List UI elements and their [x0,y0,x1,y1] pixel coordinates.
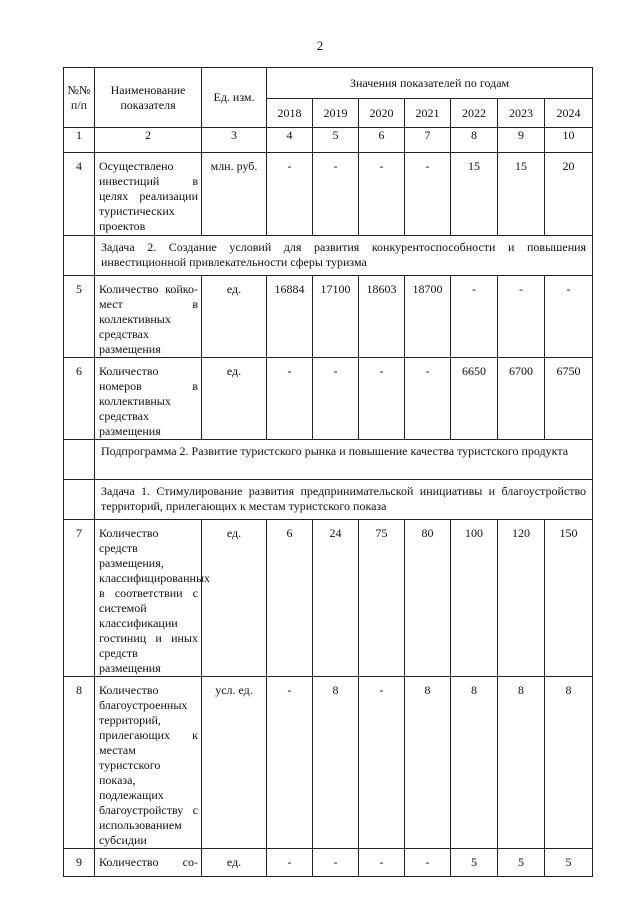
year-header: 2023 [498,99,545,128]
section-row [64,480,593,520]
indicator-name: Количество средств размещения, классифицированных в соответствии с системой классификации гостиниц и иных средств размещения [95,520,202,677]
page-number: 2 [316,38,324,53]
row-number: 4 [64,153,95,236]
value-cell: - [405,849,451,877]
table-row [64,153,593,236]
year-header: 2019 [313,99,359,128]
value-cell: 75 [359,520,405,677]
value-cell: 6700 [498,358,545,440]
header-row [64,68,593,99]
unit-cell: ед. [202,849,267,877]
value-cell: 5 [498,849,545,877]
indicator-name: Количество номеров в коллективных средствах размещения [95,358,202,440]
row-number: 6 [64,358,95,440]
index-cell: 3 [202,128,267,153]
value-cell: - [405,153,451,236]
value-cell: - [313,358,359,440]
value-cell: - [451,276,498,358]
section-heading: Подпрограмма 2. Развитие туристского рынка и повышение качества туристского продукта [95,440,593,480]
unit-cell: ед. [202,276,267,358]
value-cell: 16884 [267,276,313,358]
value-cell: - [405,358,451,440]
value-cell: 8 [545,677,593,849]
index-cell: 10 [545,128,593,153]
value-cell: 15 [451,153,498,236]
value-cell: - [267,153,313,236]
value-cell: - [359,849,405,877]
value-cell: 100 [451,520,498,677]
year-header: 2022 [451,99,498,128]
row-number: 5 [64,276,95,358]
section-row [64,440,593,480]
row-number: 8 [64,677,95,849]
value-cell: - [313,849,359,877]
value-cell: - [267,677,313,849]
index-cell: 8 [451,128,498,153]
col-unit-header: Ед. изм. [202,68,267,128]
value-cell: 15 [498,153,545,236]
value-cell: - [545,276,593,358]
table-row [64,276,593,358]
indicators-table [63,67,593,877]
value-cell: 17100 [313,276,359,358]
value-cell: 8 [313,677,359,849]
index-cell: 2 [95,128,202,153]
index-row [64,128,593,153]
year-header: 2024 [545,99,593,128]
unit-cell: усл. ед. [202,677,267,849]
value-cell: 6750 [545,358,593,440]
value-cell: 120 [498,520,545,677]
value-cell: 24 [313,520,359,677]
index-cell: 1 [64,128,95,153]
value-cell: - [359,677,405,849]
value-cell: - [267,358,313,440]
unit-cell: ед. [202,520,267,677]
value-cell: 80 [405,520,451,677]
row-number: 9 [64,849,95,877]
value-cell: 6 [267,520,313,677]
value-cell: 150 [545,520,593,677]
section-heading: Задача 1. Стимулирование развития предпринимательской инициативы и благоустройство территорий, прилегающих к местам туристского показа [95,480,593,520]
value-cell: - [359,358,405,440]
year-header: 2018 [267,99,313,128]
table-row [64,677,593,849]
value-cell: - [267,849,313,877]
indicator-name: Осуществлено инвестиций в целях реализации туристических проектов [95,153,202,236]
row-number: 7 [64,520,95,677]
unit-cell: млн. руб. [202,153,267,236]
col-num-header: №№ п/п [64,68,95,128]
value-cell: 18603 [359,276,405,358]
value-cell: 5 [451,849,498,877]
index-cell: 7 [405,128,451,153]
value-cell: - [313,153,359,236]
indicator-name: Количество со- [95,849,202,877]
col-name-header: Наименование показателя [95,68,202,128]
index-cell: 6 [359,128,405,153]
section-heading: Задача 2. Создание условий для развития конкурентоспособности и повышения инвестиционной привлекательности сферы туризма [95,236,593,276]
year-header: 2020 [359,99,405,128]
table-row [64,520,593,677]
unit-cell: ед. [202,358,267,440]
section-row [64,236,593,276]
index-cell: 9 [498,128,545,153]
value-cell: 8 [451,677,498,849]
table-row [64,849,593,877]
table-row [64,358,593,440]
value-cell: 18700 [405,276,451,358]
value-cell: 20 [545,153,593,236]
value-cell: - [498,276,545,358]
col-values-header: Значения показателей по годам [267,68,593,99]
value-cell: 8 [405,677,451,849]
value-cell: 6650 [451,358,498,440]
indicator-name: Количество койко-мест в коллективных средствах размещения [95,276,202,358]
value-cell: - [359,153,405,236]
year-header: 2021 [405,99,451,128]
index-cell: 4 [267,128,313,153]
indicator-name: Количество благоустроенных территорий, прилегающих к местам туристского показа, подлежащих благоустройству с использованием субсидии [95,677,202,849]
value-cell: 5 [545,849,593,877]
index-cell: 5 [313,128,359,153]
value-cell: 8 [498,677,545,849]
